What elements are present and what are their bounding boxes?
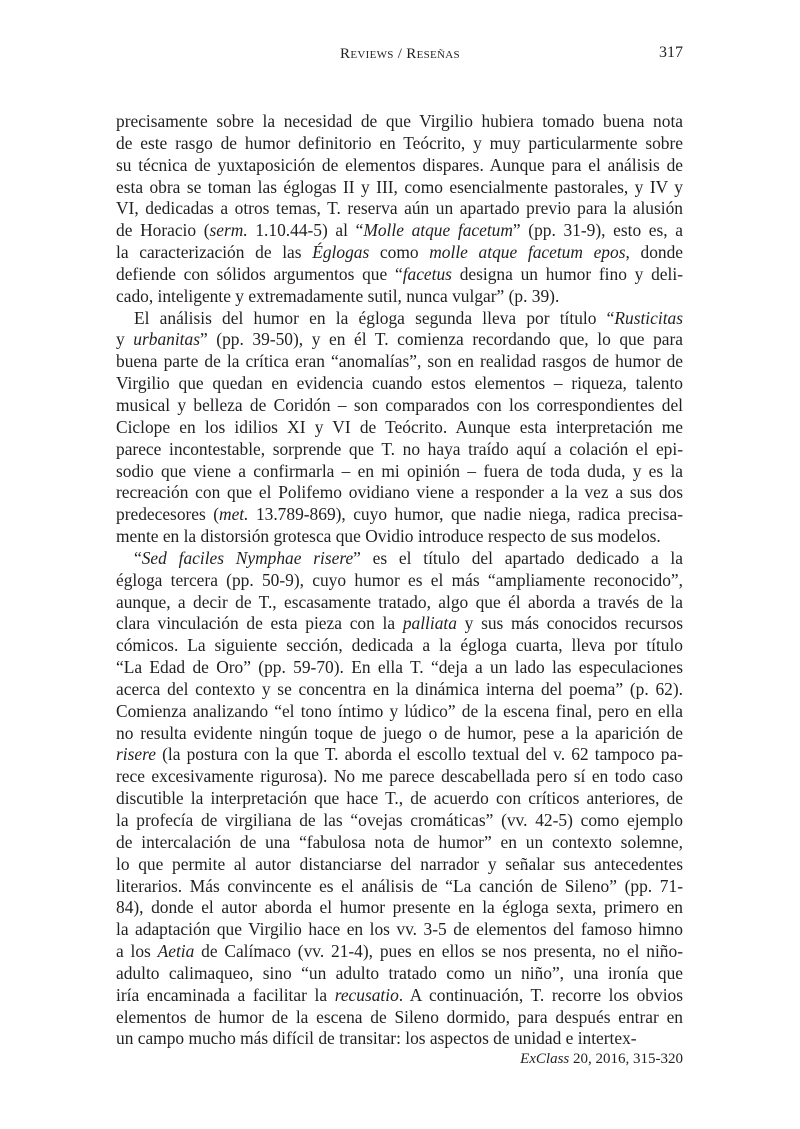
citation-details: 20, 2016, 315-320 — [569, 1051, 683, 1067]
text-segment: de Calímaco (vv. 21-4), pues en ellos se nos presenta, no el niño- — [194, 941, 683, 962]
text-line — [116, 985, 683, 1007]
text-segment: designa un humor fino y deli- — [451, 263, 683, 284]
text-segment: buena parte de la crítica eran “anomalías”, son en realidad rasgos de humor de — [116, 351, 683, 372]
text-segment: ” es el título del apartado dedicado a la — [353, 547, 683, 568]
text-segment: predecesores ( — [116, 504, 220, 525]
text-segment: esta obra se toman las églogas II y III, como esencialmente pastorales, y IV y — [116, 176, 683, 197]
text-segment: de este rasgo de humor definitorio en Teócrito, y muy particularmente sobre — [116, 132, 683, 153]
italic-text: serm. — [209, 220, 248, 241]
text-line — [116, 657, 683, 679]
italic-text: facetus — [402, 263, 452, 284]
running-head-title: Reviews / Reseñas — [340, 46, 460, 62]
text-segment: acerca del contexto y se concentra en la dinámica interna del poema” (p. 62). — [116, 678, 683, 699]
text-segment: égloga tercera (pp. 50-9), cuyo humor es el más “ampliamente reconocido”, — [116, 569, 683, 590]
text-line — [116, 220, 683, 242]
text-line — [116, 613, 683, 635]
text-segment: elementos de humor de la escena de Sileno dormido, para después entrar en — [116, 1006, 683, 1027]
text-segment: 13.789-869), cuyo humor, que nadie niega, radica precisa- — [248, 504, 683, 525]
text-segment: ” (pp. 39-50), y en él T. comienza recordando que, lo que para — [199, 329, 683, 350]
text-segment: de intercalación de una “fabulosa nota de humor” en un contexto solemne, — [116, 831, 683, 852]
text-segment: VI, dedicadas a otros temas, T. reserva aún un apartado previo para la alusión — [116, 198, 683, 219]
text-line — [116, 242, 683, 264]
text-line — [116, 417, 683, 439]
text-segment: la profecía de virgiliana de las “ovejas cromáticas” (vv. 42-5) como ejemplo — [116, 810, 683, 830]
text-segment: su técnica de yuxtaposición de elementos dispares. Aunque para el análisis de — [116, 154, 683, 175]
text-segment: Comienza analizando “el tono íntimo y lúdico” de la escena final, pero en ella — [116, 700, 683, 721]
text-segment: mente en la distorsión grotesca que Ovidio introduce respecto de sus modelos. — [116, 526, 661, 547]
italic-text: risere — [116, 744, 156, 765]
text-line — [116, 635, 683, 657]
italic-text: Sed faciles Nymphae risere — [141, 547, 354, 568]
text-line — [116, 111, 683, 133]
text-line — [116, 876, 683, 898]
running-head — [0, 44, 800, 66]
text-segment: ” (pp. 31-9), esto es, a — [512, 220, 683, 241]
text-segment: rece excesivamente rigurosa). No me parece descabellada pero sí en todo caso — [116, 766, 683, 787]
italic-text: Rusticitas — [614, 307, 683, 328]
footer-citation — [520, 1051, 683, 1068]
text-segment: adulto calimaqueo, sino “un adulto tratado como un niño”, una ironía que — [116, 962, 683, 983]
text-line — [116, 941, 683, 963]
text-segment: iría encaminada a facilitar la — [116, 984, 335, 1005]
text-line — [116, 1007, 683, 1029]
text-segment: no resulta evidente ningún toque de juego o de humor, pese a la aparición de — [116, 722, 683, 743]
journal-name: ExClass — [520, 1051, 570, 1067]
text-line — [116, 919, 683, 941]
text-segment: como — [369, 242, 430, 263]
text-segment: parece incontestable, sorprende que T. no haya traído aquí a colación el epi- — [116, 438, 683, 459]
italic-text: recusatio — [334, 984, 399, 1005]
text-segment: aunque, a decir de T., escasamente tratado, algo que él aborda a través de la — [116, 591, 683, 612]
text-line — [116, 766, 683, 788]
text-line — [116, 854, 683, 876]
text-line — [116, 395, 683, 417]
text-line — [116, 788, 683, 810]
text-line — [116, 308, 683, 330]
text-line — [116, 810, 683, 832]
text-line — [116, 177, 683, 199]
text-segment: (la postura con la que T. aborda el escollo textual del v. 62 tampoco pa- — [155, 744, 683, 765]
italic-text: Églogas — [312, 242, 370, 263]
italic-text: palliata — [402, 613, 457, 634]
text-segment: . A continuación, T. recorre los obvios — [398, 984, 683, 1005]
text-line — [116, 133, 683, 155]
text-segment: sodio que viene a confirmarla – en mi opinión – fuera de toda duda, y es la — [116, 460, 683, 481]
text-line — [116, 351, 683, 373]
text-line — [116, 723, 683, 745]
text-segment: y — [116, 329, 134, 350]
text-line — [116, 526, 683, 548]
text-segment: Ciclope en los idilios XI y VI de Teócrito. Aunque esta interpretación me — [116, 416, 683, 437]
text-segment: precisamente sobre la necesidad de que Virgilio hubiera tomado buena nota — [116, 111, 683, 131]
text-line — [116, 1028, 683, 1050]
text-segment: literarios. Más convincente es el análisis de “La canción de Sileno” (pp. 71- — [116, 875, 683, 896]
body-text — [116, 111, 683, 1050]
text-line — [116, 264, 683, 286]
page-number: 317 — [659, 44, 683, 61]
italic-text: Aetia — [157, 941, 195, 962]
text-line — [116, 482, 683, 504]
text-segment: de Horacio ( — [116, 220, 210, 241]
text-segment: defiende con sólidos argumentos que “ — [116, 263, 403, 284]
text-segment: recreación con que el Polifemo ovidiano viene a responder a la vez a sus dos — [116, 482, 683, 503]
paragraph — [116, 308, 683, 548]
text-segment: un campo mucho más difícil de transitar: los aspectos de unidad e intertex- — [116, 1028, 637, 1049]
italic-text: Molle atque facetum — [363, 220, 513, 241]
text-segment: la adaptación que Virgilio hace en los vv. 3-5 de elementos del famoso himno — [116, 919, 683, 940]
text-line — [116, 963, 683, 985]
text-line — [116, 198, 683, 220]
text-segment: , donde — [625, 242, 683, 263]
text-segment: Virgilio que quedan en evidencia cuando estos elementos – riqueza, talento — [116, 373, 683, 394]
text-line — [116, 373, 683, 395]
text-segment: musical y belleza de Coridón – son comparados con los correspondientes del — [116, 394, 683, 415]
text-segment: cómicos. La siguiente sección, dedicada a la égloga cuarta, lleva por título — [116, 635, 683, 656]
text-line — [116, 155, 683, 177]
italic-text: molle atque facetum epos — [429, 242, 626, 263]
text-segment: la caracterización de las — [116, 242, 313, 263]
text-line — [116, 592, 683, 614]
text-line — [116, 439, 683, 461]
text-segment: clara vinculación de esta pieza con la — [116, 613, 403, 634]
text-segment: 84), donde el autor aborda el humor presente en la égloga sexta, primero en — [116, 897, 683, 918]
text-segment: discutible la interpretación que hace T., de acuerdo con críticos anteriores, de — [116, 788, 683, 809]
text-line — [116, 570, 683, 592]
text-line — [116, 744, 683, 766]
text-segment: 1.10.44-5) al “ — [247, 220, 364, 241]
text-line — [116, 286, 683, 308]
italic-text: met. — [219, 504, 249, 525]
paragraph — [116, 548, 683, 1050]
text-line — [116, 329, 683, 351]
text-line — [116, 679, 683, 701]
text-segment: y sus más conocidos recursos — [456, 613, 683, 634]
text-line — [116, 897, 683, 919]
text-segment: cado, inteligente y extremadamente sutil, nunca vulgar” (p. 39). — [116, 285, 560, 306]
text-segment: “ — [134, 547, 142, 568]
text-line — [116, 504, 683, 526]
text-line — [116, 832, 683, 854]
text-segment: lo que permite al autor distanciarse del narrador y señalar sus antecedentes — [116, 853, 683, 874]
text-line — [116, 548, 683, 570]
italic-text: urbanitas — [133, 329, 200, 350]
text-line — [116, 461, 683, 483]
text-segment: El análisis del humor en la égloga segunda lleva por título “ — [134, 307, 615, 328]
paragraph — [116, 111, 683, 308]
text-segment: a los — [116, 941, 158, 962]
text-segment: “La Edad de Oro” (pp. 59-70). En ella T. “deja a un lado las especulaciones — [116, 657, 683, 678]
text-line — [116, 701, 683, 723]
